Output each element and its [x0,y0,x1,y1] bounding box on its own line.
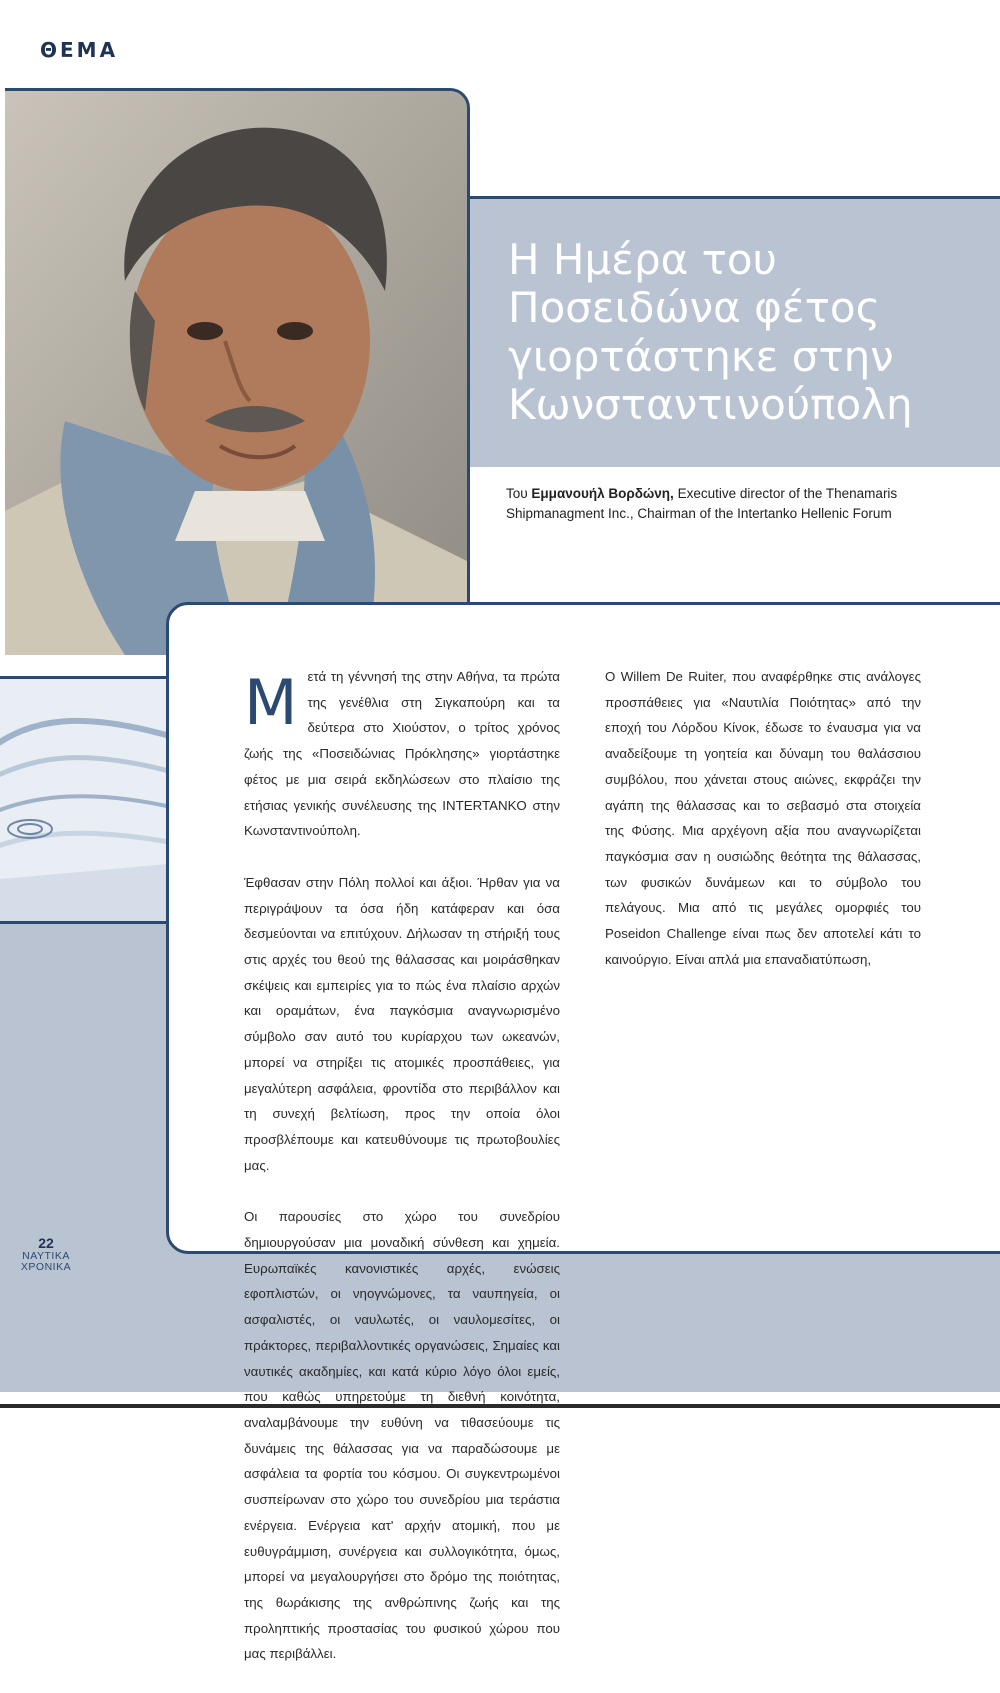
magazine-name-line2: ΧΡΟΝΙΚΑ [20,1260,72,1273]
paragraph-text: ετά τη γέννησή της στην Αθήνα, τα πρώτα της γενέθλια στη Σιγκαπούρη και τα δεύτερα στο Χιούστον, ο τρίτος χρόνος ζωής της «Ποσειδώνιας Πρόκλησης» γιορτάστηκε φέτος με μια σειρά εκδηλώσεων στο πλαίσιο της ετήσιας γενικής συνέλευσης της INTERTANKO στην Κωνσταντινούπολη. [244,669,560,839]
bottom-rule [0,1404,1000,1408]
magazine-name-line1: ΝΑΥΤΙΚΑ [22,1249,70,1262]
article-paragraph: Έφθασαν στην Πόλη πολλοί και άξιοι. Ήρθαν για να περιγράψουν τα όσα ήδη κατάφεραν και όσα δεσμεύονται να επιτύχουν. Δήλωσαν τη στήριξή τους στις αρχές του θεού της θάλασσας και μοιράσθηκαν σκέψεις και εμπειρίες για το πώς ένα πλαίσιο αρχών και οραμάτων, ένα παγκόσμια αναγνωρισμένο σύμβολο σαν αυτό του κυρίαρχου των ωκεανών, μπορεί να στηρίξει τις ατομικές προσπάθειες, για μεγαλύτερη ασφάλεια, φροντίδα στο περιβάλλον και τη συνεχή βελτίωση, προς την οποία όλοι προσβλέπουμε και κατευθύνουμε τις πρωτοβουλίες μας. [244,874,560,1173]
drop-cap: Μ [244,666,298,739]
wave-pattern-graphic [0,679,168,921]
article-paragraph [244,664,560,844]
article-column-left [244,664,560,1693]
byline-role: Executive director of the Thenamaris Shipmanagment Inc., Chairman of the Intertanko Hellenic Forum [506,486,898,521]
decorative-pattern-panel [0,676,168,924]
page-number: 22 [38,1235,54,1251]
article-column-right [605,664,921,998]
byline-author: Εμμανουήλ Βορδώνη, [531,486,674,501]
article-paragraph: Οι παρουσίες στο χώρο του συνεδρίου δημιουργούσαν μια μοναδική σύνθεση και χημεία. Ευρωπαϊκές κανονιστικές αρχές, ενώσεις εφοπλιστών, οι νηογνώμονες, τα ναυπηγεία, οι ασφαλιστές, οι ναυλωτές, οι ναυλομεσίτες, οι πράκτορες, περιβαλλοντικές οργανώσεις, Σημαίες και ναυτικές ακαδημίες, και κατά κύριο λόγο όλοι εμείς, που καθώς υπηρετούμε τη διεθνή κοινότητα, αναλαμβάνουμε την ευθύνη να τιθασεύουμε τις δυνάμεις της θάλασσας για να παραδώσουμε με ασφάλεια τα φορτία του κόσμου. Οι συγκεντρωμένοι συσπείρωναν στο χώρο του συνεδρίου μια τεράστια ενέργεια. Ενέργεια κατ' αρχήν ατομική, που με ευθυγράμμιση, συνέργεια και συλλογικότητα, όμως, μπορεί να μεγαλουργήσει στο δρόμο της ποιότητας, της θωράκισης της ανθρώπινης ζωής και της προληπτικής προστασίας του φυσικού χώρου που μας περιβάλλει. [244,1209,560,1662]
article-headline: Η Ημέρα του Ποσειδώνα φέτος γιορτάστηκε στην Κωνσταντινούπολη [508,235,913,429]
page-footer [18,1236,74,1273]
portrait-illustration [5,91,467,655]
byline-prefix: Του [506,486,528,501]
section-label: ΘΕΜΑ [40,38,119,62]
portrait-photo [5,88,470,655]
article-paragraph: Ο Willem De Ruiter, που αναφέρθηκε στις ανάλογες προσπάθειες για «Ναυτιλία Ποιότητας» από την εποχή του Λόρδου Κίνοκ, έδωσε το έναυσμα για να αναδείξουμε τη γοητεία και δύναμη του θαλάσσιου συμβόλου, που χάνεται στους αιώνες, εκφράζει την αγάπη της θάλασσας και το σεβασμό στα στοιχεία της Φύσης. Μια αρχέγονη αξία που αναγνωρίζεται παγκόσμια σαν η ουσιώδης θεότητα της θάλασσας, των φυσικών δυνάμεων και το σύμβολο του πελάγους. Μια από τις μεγάλες ομορφιές του Poseidon Challenge είναι πως δεν αποτελεί κάτι το καινούργιο. Είναι απλά μια επαναδιατύπωση, [605,669,921,967]
article-byline [506,484,966,523]
